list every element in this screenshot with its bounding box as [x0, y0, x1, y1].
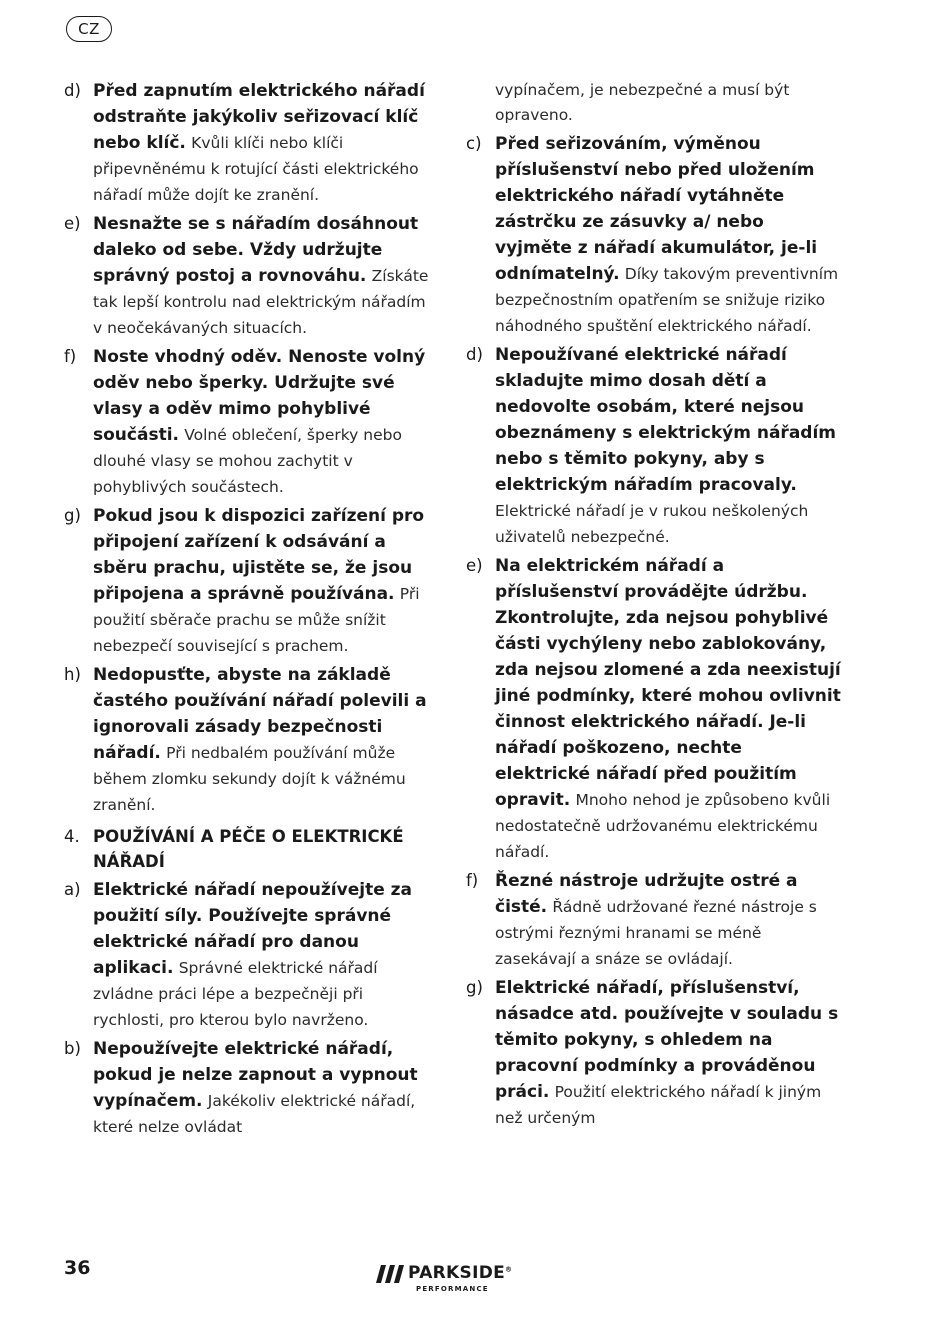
page-number: 36: [64, 1257, 91, 1279]
list-item-e: [64, 211, 436, 341]
item-text: Jakékoliv elektrické nářadí, které nelze ovládat: [93, 1092, 416, 1136]
list-item-f: [466, 868, 842, 972]
item-label: d): [64, 81, 81, 100]
list-item-h: [64, 662, 436, 818]
item-label: f): [466, 871, 479, 890]
item-body: [93, 344, 436, 500]
item-label: f): [64, 347, 77, 366]
item-bold-text: Noste vhodný oděv. Nenoste volný oděv nebo šperky. Udržujte své vlasy a oděv mimo pohyblivé součásti.: [93, 347, 426, 445]
section-title: POUŽÍVÁNÍ A PÉČE O ELEKTRICKÉ NÁŘADÍ: [93, 827, 404, 871]
logo-sub-brand: PERFORMANCE: [416, 1285, 489, 1293]
item-body: [495, 131, 842, 339]
item-text: Kvůli klíči nebo klíči připevněnému k rotující části elektrického nářadí může dojít ke zranění.: [93, 134, 419, 204]
item-body: [495, 975, 842, 1131]
logo-slashes-icon: [376, 1265, 404, 1283]
item-body: [495, 553, 842, 865]
item-label: b): [64, 1039, 81, 1058]
item-bold-text: Na elektrickém nářadí a příslušenství provádějte údržbu. Zkontrolujte, zda nejsou pohyblivé části vychýleny nebo zablokovány, zda nejsou zlomené a zda neexistují jiné podmínky, které mohou ovlivnit činnost elektrického nářadí. Je-li nářadí poškozeno, nechte elektrické nářadí před použitím opravit.: [495, 556, 841, 810]
item-text: Volné oblečení, šperky nebo dlouhé vlasy se mohou zachytit v pohyblivých součástech.: [93, 426, 402, 496]
item-body: [93, 211, 436, 341]
right-column: [466, 78, 842, 1134]
item-text: Díky takovým preventivním bezpečnostním opatřením se snižuje riziko náhodného spuštění elektrického nářadí.: [495, 265, 839, 335]
item-text: Při nedbalém používání může během zlomku sekundy dojít k vážnému zranění.: [93, 744, 406, 814]
list-item-g: [64, 503, 436, 659]
list-item-e: [466, 553, 842, 865]
language-badge: [66, 16, 112, 42]
brand-name: PARKSIDE: [408, 1263, 506, 1283]
item-bold-text: Nesnažte se s nářadím dosáhnout daleko od sebe. Vždy udržujte správný postoj a rovnováhu.: [93, 214, 419, 286]
item-label: a): [64, 880, 81, 899]
list-item-g: [466, 975, 842, 1131]
item-bold-text: Elektrické nářadí nepoužívejte za použití síly. Používejte správné elektrické nářadí pro danou aplikaci.: [93, 880, 413, 978]
item-bold-text: Před zapnutím elektrického nářadí odstraňte jakýkoliv seřizovací klíč nebo klíč.: [93, 81, 425, 153]
list-item-d: [466, 342, 842, 550]
list-item-4b: [64, 1036, 436, 1140]
item-text: Mnoho nehod je způsobeno kvůli nedostatečně udržovanému elektrickému nářadí.: [495, 791, 831, 861]
item-bold-text: Elektrické nářadí, příslušenství, násadce atd. používejte v souladu s těmito pokyny, s ohledem na pracovní podmínky a prováděnou práci.: [495, 978, 839, 1102]
section-heading-4: [64, 824, 436, 874]
item-label: c): [466, 134, 482, 153]
item-body: [93, 1036, 436, 1140]
item-body: [495, 868, 842, 972]
item-body: [495, 342, 842, 550]
item-label: e): [466, 556, 483, 575]
item-text: Řádně udržované řezné nástroje s ostrými řeznými hranami se méně zasekávají a snáze se ovládají.: [495, 898, 817, 968]
item-label: g): [64, 506, 81, 525]
item-bold-text: Před seřizováním, výměnou příslušenství nebo před uložením elektrického nářadí vytáhněte zástrčku ze zásuvky a/ nebo vyjměte z nářadí akumulátor, je-li odnímatelný.: [495, 134, 818, 284]
left-column: [64, 78, 436, 1143]
item-body: [93, 877, 436, 1033]
item-bold-text: Řezné nástroje udržujte ostré a čisté.: [495, 871, 798, 917]
item-label: e): [64, 214, 81, 233]
item-bold-text: Nepoužívejte elektrické nářadí, pokud je nelze zapnout a vypnout vypínačem.: [93, 1039, 418, 1111]
parkside-logo: [376, 1263, 536, 1303]
item-label: h): [64, 665, 81, 684]
item-text: Elektrické nářadí je v rukou neškolených uživatelů nebezpečné.: [495, 502, 809, 546]
trademark-symbol: ®: [505, 1265, 513, 1274]
language-badge-label: CZ: [78, 20, 100, 38]
continued-text: vypínačem, je nebezpečné a musí být opraveno.: [495, 81, 790, 124]
item-text: Při použití sběrače prachu se může snížit nebezpečí související s prachem.: [93, 585, 420, 655]
item-body: [93, 503, 436, 659]
logo-brand: [408, 1263, 512, 1283]
item-bold-text: Pokud jsou k dispozici zařízení pro připojení zařízení k odsávání a sběru prachu, ujistěte se, že jsou připojena a správně používána.: [93, 506, 425, 604]
list-item-4a: [64, 877, 436, 1033]
item-bold-text: Nepoužívané elektrické nářadí skladujte mimo dosah dětí a nedovolte osobám, které nejsou obeznámeny s elektrickým nářadím nebo s těmito pokyny, aby s elektrickým nářadím pracovaly.: [495, 345, 836, 495]
item-text: Použití elektrického nářadí k jiným než určeným: [495, 1083, 822, 1127]
item-body: [93, 662, 436, 818]
item-body: [93, 78, 436, 208]
section-number: 4.: [64, 827, 80, 846]
item-text: Získáte tak lepší kontrolu nad elektrickým nářadím v neočekávaných situacích.: [93, 267, 429, 337]
item-bold-text: Nedopusťte, abyste na základě častého používání nářadí polevili a ignorovali zásady bezpečnosti nářadí.: [93, 665, 427, 763]
list-item-f: [64, 344, 436, 500]
item-text: Správné elektrické nářadí zvládne práci lépe a bezpečněji při rychlosti, pro kterou bylo navrženo.: [93, 959, 378, 1029]
item-label: d): [466, 345, 483, 364]
item-label: g): [466, 978, 483, 997]
list-item-d: [64, 78, 436, 208]
list-item-c: [466, 131, 842, 339]
